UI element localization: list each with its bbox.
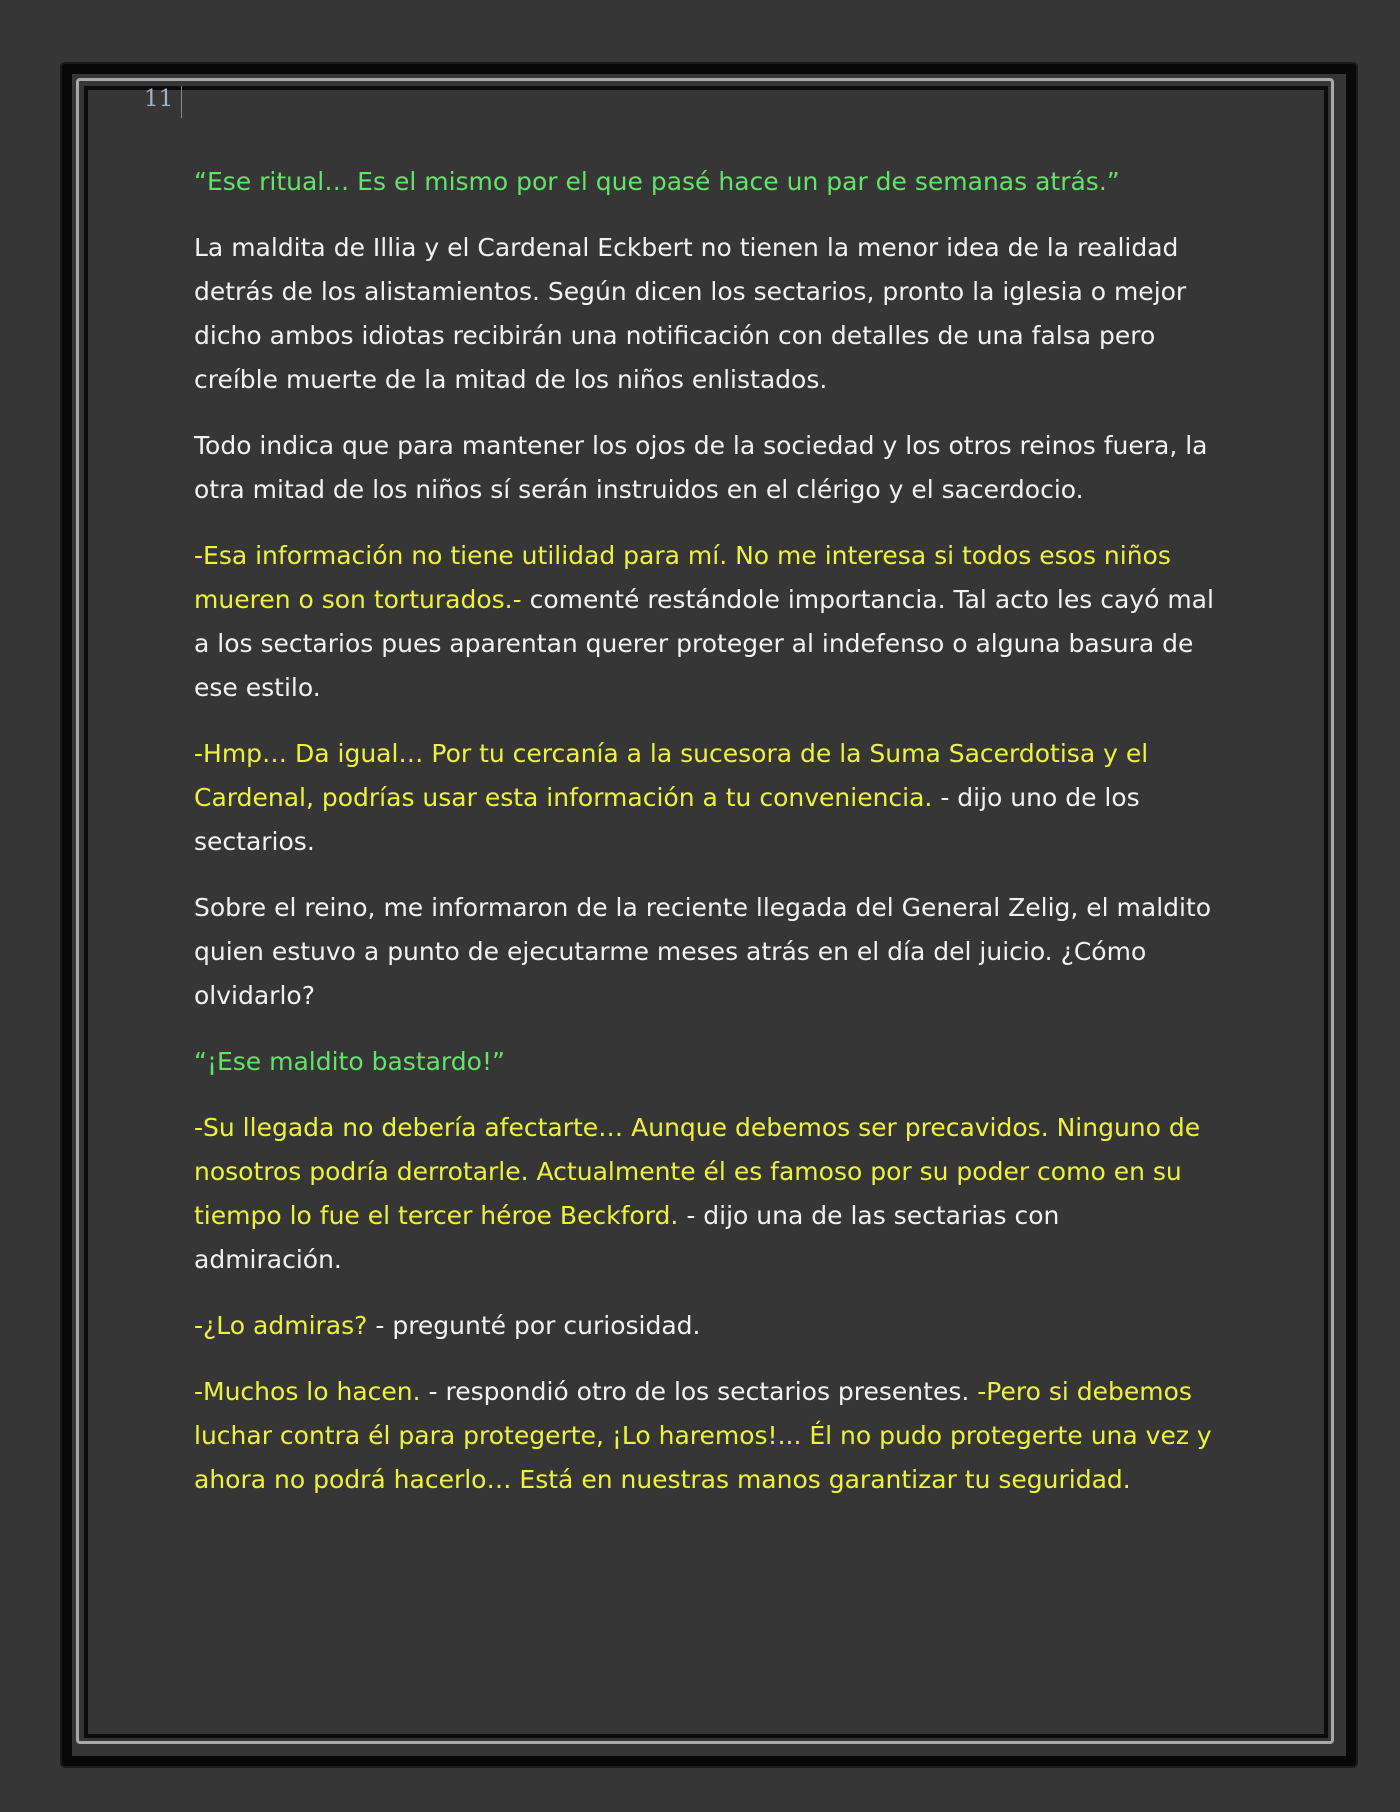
paragraph xyxy=(194,1370,1214,1502)
page-number-divider xyxy=(181,86,182,118)
thought-text: “¡Ese maldito bastardo!” xyxy=(194,1047,505,1076)
page-body xyxy=(194,160,1214,1524)
narration-text: La maldita de Illia y el Cardenal Eckbert no tienen la menor idea de la realidad detrás de los alistamientos. Según dicen los sectarios, pronto la iglesia o mejor dicho ambos idiotas recibirán una notificación con detalles de una falsa pero creíble muerte de la mitad de los niños enlistados. xyxy=(194,233,1187,394)
paragraph xyxy=(194,1040,1214,1084)
narration-text: - respondió otro de los sectarios presentes. xyxy=(420,1377,978,1406)
dialogue-text: -Su llegada no debería afectarte… Aunque debemos ser precavidos. Ninguno de nosotros podría derrotarle. Actualmente él es famoso por su poder como en su tiempo lo fue el tercer héroe Beckford. xyxy=(194,1113,1201,1230)
paragraph xyxy=(194,424,1214,512)
dialogue-text: -Esa información no tiene utilidad para mí. No me interesa si todos esos niños mueren o son torturados.- xyxy=(194,541,1171,614)
narration-text: Todo indica que para mantener los ojos de la sociedad y los otros reinos fuera, la otra mitad de los niños sí serán instruidos en el clérigo y el sacerdocio. xyxy=(194,431,1208,504)
dialogue-text: -Pero si debemos luchar contra él para protegerte, ¡Lo haremos!... Él no pudo protegerte una vez y ahora no podrá hacerlo… Está en nuestras manos garantizar tu seguridad. xyxy=(194,1377,1212,1494)
narration-text: - pregunté por curiosidad. xyxy=(367,1311,701,1340)
thought-text: “Ese ritual… Es el mismo por el que pasé hace un par de semanas atrás.” xyxy=(194,167,1120,196)
narration-text: Sobre el reino, me informaron de la reciente llegada del General Zelig, el maldito quien estuvo a punto de ejecutarme meses atrás en el día del juicio. ¿Cómo olvidarlo? xyxy=(194,893,1212,1010)
paragraph xyxy=(194,1304,1214,1348)
paragraph xyxy=(194,732,1214,864)
narration-text: comenté restándole importancia. Tal acto les cayó mal a los sectarios pues aparentan querer proteger al indefenso o alguna basura de ese estilo. xyxy=(194,585,1214,702)
narration-text: - dijo uno de los sectarios. xyxy=(194,783,1140,856)
narration-text: - dijo una de las sectarias con admiración. xyxy=(194,1201,1060,1274)
paragraph xyxy=(194,886,1214,1018)
dialogue-text: -Hmp… Da igual… Por tu cercanía a la sucesora de la Suma Sacerdotisa y el Cardenal, podrías usar esta información a tu conveniencia. xyxy=(194,739,1149,812)
paragraph xyxy=(194,1106,1214,1282)
page-number: 11 xyxy=(144,86,174,112)
dialogue-text: -¿Lo admiras? xyxy=(194,1311,368,1340)
paragraph xyxy=(194,534,1214,710)
dialogue-text: -Muchos lo hacen. xyxy=(194,1377,421,1406)
paragraph xyxy=(194,226,1214,402)
paragraph xyxy=(194,160,1214,204)
